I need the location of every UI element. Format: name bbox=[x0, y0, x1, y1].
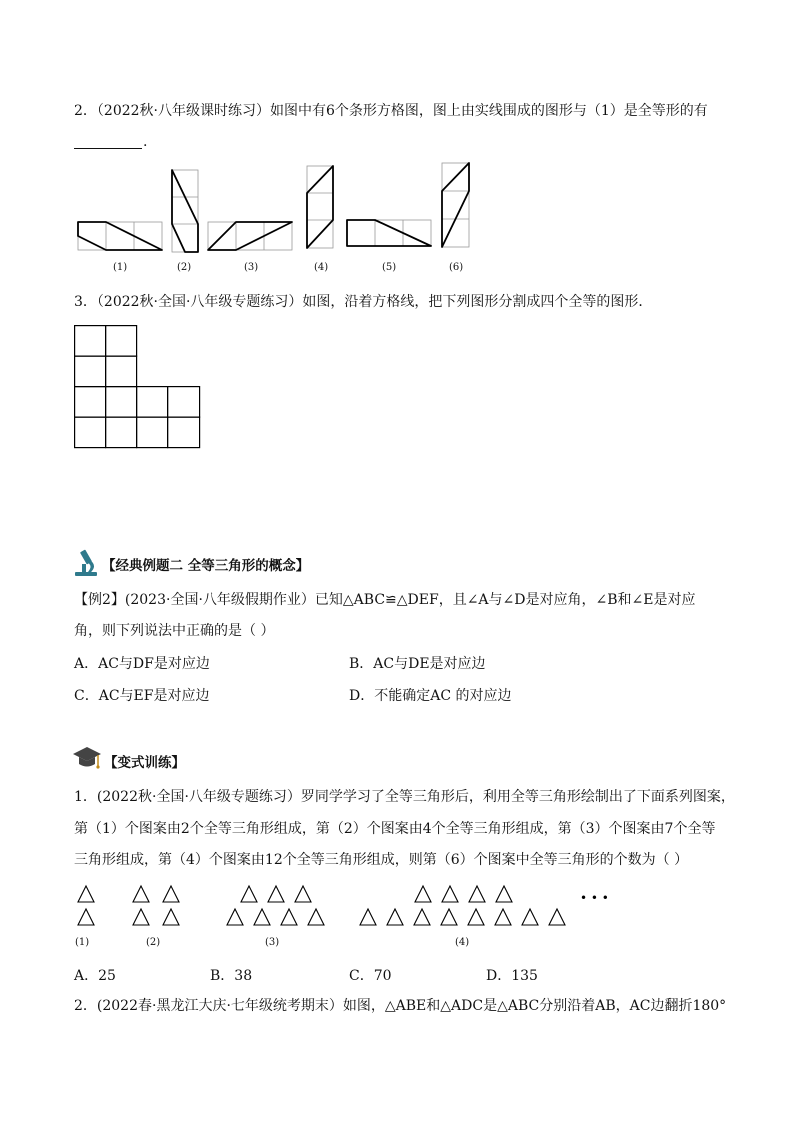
option-a: A．AC与DF是对应边 bbox=[74, 656, 210, 672]
q2-label-6: (6) bbox=[449, 262, 464, 273]
t1-line1: 1．(2022秋·全国·八年级专题练习）罗同学学习了全等三角形后，利用全等三角形绘制出了下面系列图案， bbox=[74, 789, 735, 805]
q2-label-1: (1) bbox=[113, 262, 128, 273]
q2-text: 2．（2022秋·八年级课时练习）如图中有6个条形方格图，图上由实线围成的图形与（1）是全等形的有 bbox=[74, 103, 708, 119]
section-title-training: 【变式训练】 bbox=[104, 755, 185, 771]
t1-option-d: D．135 bbox=[486, 968, 538, 984]
pattern-label-4: (4) bbox=[455, 937, 470, 948]
q2-period: . bbox=[143, 134, 148, 150]
graduation-cap-icon bbox=[72, 744, 102, 772]
section-title-example2: 【经典例题二 全等三角形的概念】 bbox=[102, 558, 310, 574]
example2-line2: 角，则下列说法中正确的是（ ） bbox=[74, 623, 275, 639]
triangle-marks bbox=[78, 886, 565, 925]
pattern-label-2: (2) bbox=[146, 937, 161, 948]
pattern-ellipsis: • • • bbox=[580, 891, 609, 905]
microscope-icon bbox=[72, 548, 100, 578]
shape-3 bbox=[208, 222, 292, 250]
q2-label-3: (3) bbox=[244, 262, 259, 273]
shape-1 bbox=[78, 222, 162, 250]
t1-line2: 第（1）个图案由2个全等三角形组成，第（2）个图案由4个全等三角形组成，第（3）个图案由7个全等 bbox=[74, 821, 716, 837]
option-c: C．AC与EF是对应边 bbox=[74, 688, 210, 704]
option-d: D．不能确定AC 的对应边 bbox=[349, 688, 512, 704]
pattern-label-3: (3) bbox=[265, 937, 280, 948]
pattern-label-1: (1) bbox=[75, 937, 90, 948]
shape-5 bbox=[347, 220, 431, 246]
triangle-pattern-figure bbox=[0, 878, 794, 950]
t1-line3: 三角形组成，第（4）个图案由12个全等三角形组成，则第（6）个图案中全等三角形的个数为（ ） bbox=[74, 852, 689, 868]
shape-4 bbox=[307, 166, 333, 248]
q2-label-5: (5) bbox=[382, 262, 397, 273]
shape-6 bbox=[442, 163, 469, 247]
option-b: B．AC与DE是对应边 bbox=[349, 656, 486, 672]
t1-option-c: C．70 bbox=[349, 968, 392, 984]
q2-label-4: (4) bbox=[314, 262, 329, 273]
q2-grid-figures bbox=[0, 0, 794, 290]
shape-2 bbox=[172, 170, 198, 252]
t1-option-b: B．38 bbox=[210, 968, 253, 984]
q3-text: 3．（2022秋·全国·八年级专题练习）如图，沿着方格线，把下列图形分割成四个全等的图形． bbox=[74, 294, 653, 310]
example2-line1: 【例2】(2023·全国·八年级假期作业）已知△ABC≌△DEF，且∠A与∠D是对应角，∠B和∠E是对应 bbox=[74, 592, 696, 608]
t1-option-a: A．25 bbox=[74, 968, 116, 984]
t2-line1: 2．(2022春·黑龙江大庆·七年级统考期末）如图，△ABE和△ADC是△ABC分别沿着AB，AC边翻折180° bbox=[74, 998, 727, 1014]
q2-label-2: (2) bbox=[177, 262, 192, 273]
q3-grid-figure bbox=[74, 325, 204, 450]
